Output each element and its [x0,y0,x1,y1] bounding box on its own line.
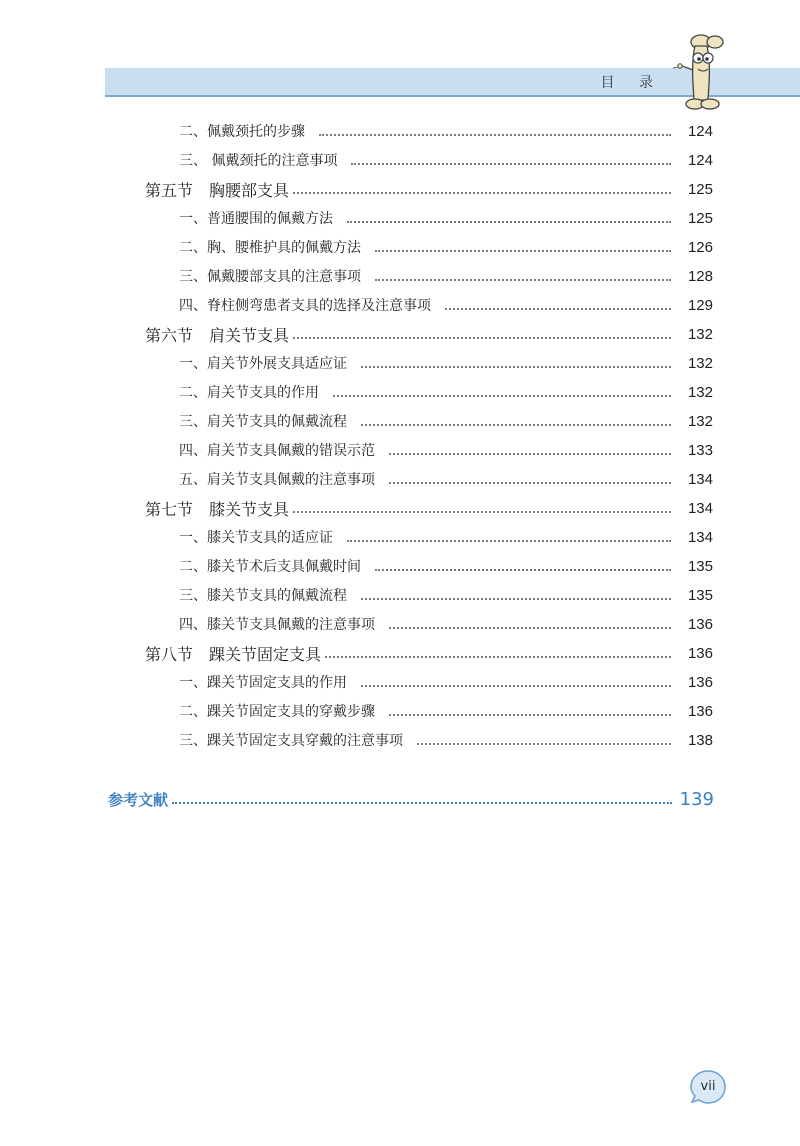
toc-entry-title: 三、肩关节支具的佩戴流程 [179,414,347,430]
toc-row[interactable] [0,611,800,637]
page-number: vii [700,1079,716,1094]
leader-dots [445,308,671,310]
toc-row[interactable] [0,205,800,231]
toc-row[interactable] [0,408,800,434]
leader-dots [417,743,671,745]
leader-dots [389,482,671,484]
toc-page-number: 134 [687,499,713,517]
toc-page-number: 129 [687,296,713,314]
toc-section-title: 第六节 肩关节支具 [145,325,290,345]
toc-row[interactable] [0,263,800,289]
leader-dots [389,714,671,716]
leader-dots [361,598,671,600]
toc-entry-title: 五、肩关节支具佩戴的注意事项 [179,472,375,488]
toc-row[interactable] [0,234,800,260]
leader-dots [347,540,671,542]
toc-entry-title: 三、 佩戴颈托的注意事项 [179,153,338,169]
toc-section-title: 第七节 膝关节支具 [145,499,290,519]
toc-row[interactable] [0,437,800,463]
toc-entry-title: 二、佩戴颈托的步骤 [179,124,305,140]
toc-page-number: 135 [687,586,713,604]
toc-page-number: 132 [687,325,713,343]
toc-row[interactable] [0,524,800,550]
toc-page-number: 138 [687,731,713,749]
toc-section-title: 第五节 胸腰部支具 [145,180,290,200]
leader-dots [375,569,671,571]
leader-dots [375,250,671,252]
toc-references-row[interactable] [108,785,714,813]
toc-entry-title: 一、肩关节外展支具适应证 [179,356,347,372]
toc-entry-title: 一、踝关节固定支具的作用 [179,675,347,691]
toc-page-number: 134 [687,470,713,488]
toc-row[interactable] [0,727,800,753]
leader-dots [325,656,671,658]
toc-row[interactable] [0,147,800,173]
toc-section-title: 第八节 踝关节固定支具 [145,644,322,664]
toc-row[interactable] [0,379,800,405]
toc-page-number: 124 [687,122,713,140]
toc-page-number: 126 [687,238,713,256]
toc-row[interactable] [0,176,800,202]
leader-dots [333,395,671,397]
leader-dots [293,511,671,513]
toc-page-number: 136 [687,673,713,691]
toc-row[interactable] [0,698,800,724]
toc-page-number: 135 [687,557,713,575]
toc-entry-title: 四、脊柱侧弯患者支具的选择及注意事项 [179,298,431,314]
toc-row[interactable] [0,553,800,579]
toc-page-number: 136 [687,615,713,633]
toc-row[interactable] [0,350,800,376]
toc-row[interactable] [0,582,800,608]
toc-entry-title: 二、肩关节支具的作用 [179,385,319,401]
leader-dots [293,192,671,194]
references-title: 参考文献 [108,790,169,809]
toc-page-number: 133 [687,441,713,459]
toc-page-number: 125 [687,209,713,227]
toc-row[interactable] [0,495,800,521]
toc-page-number: 125 [687,180,713,198]
toc-row[interactable] [0,321,800,347]
toc-entry-title: 二、膝关节术后支具佩戴时间 [179,559,361,575]
leader-dots [293,337,671,339]
leader-dots [361,366,671,368]
toc-row[interactable] [0,292,800,318]
references-page-number: 139 [679,788,714,810]
leader-dots [361,685,671,687]
leader-dots [375,279,671,281]
page-number-badge [689,1069,727,1107]
toc-page-number: 132 [687,354,713,372]
toc-entry-title: 四、肩关节支具佩戴的错误示范 [179,443,375,459]
toc-page-number: 136 [687,644,713,662]
toc-row[interactable] [0,669,800,695]
toc-row[interactable] [0,640,800,666]
page-title: 目 录 [600,75,663,91]
leader-dots [361,424,671,426]
toc-entry-title: 三、佩戴腰部支具的注意事项 [179,269,361,285]
leader-dots [389,627,671,629]
leader-dots [347,221,671,223]
toc-entry-title: 二、踝关节固定支具的穿戴步骤 [179,704,375,720]
leader-dots [172,802,672,804]
toc-entry-title: 一、膝关节支具的适应证 [179,530,333,546]
toc-entry-title: 四、膝关节支具佩戴的注意事项 [179,617,375,633]
toc-row[interactable] [0,118,800,144]
toc-entry-title: 二、胸、腰椎护具的佩戴方法 [179,240,361,256]
toc-page-number: 132 [687,383,713,401]
leader-dots [389,453,671,455]
toc-row[interactable] [0,466,800,492]
toc-page-number: 136 [687,702,713,720]
toc-entry-title: 一、普通腰围的佩戴方法 [179,211,333,227]
toc-page-number: 134 [687,528,713,546]
toc-entry-title: 三、膝关节支具的佩戴流程 [179,588,347,604]
toc-page-number: 124 [687,151,713,169]
leader-dots [319,134,671,136]
toc-page-number: 128 [687,267,713,285]
toc-page-number: 132 [687,412,713,430]
toc-entry-title: 三、踝关节固定支具穿戴的注意事项 [179,733,403,749]
leader-dots [351,163,671,165]
